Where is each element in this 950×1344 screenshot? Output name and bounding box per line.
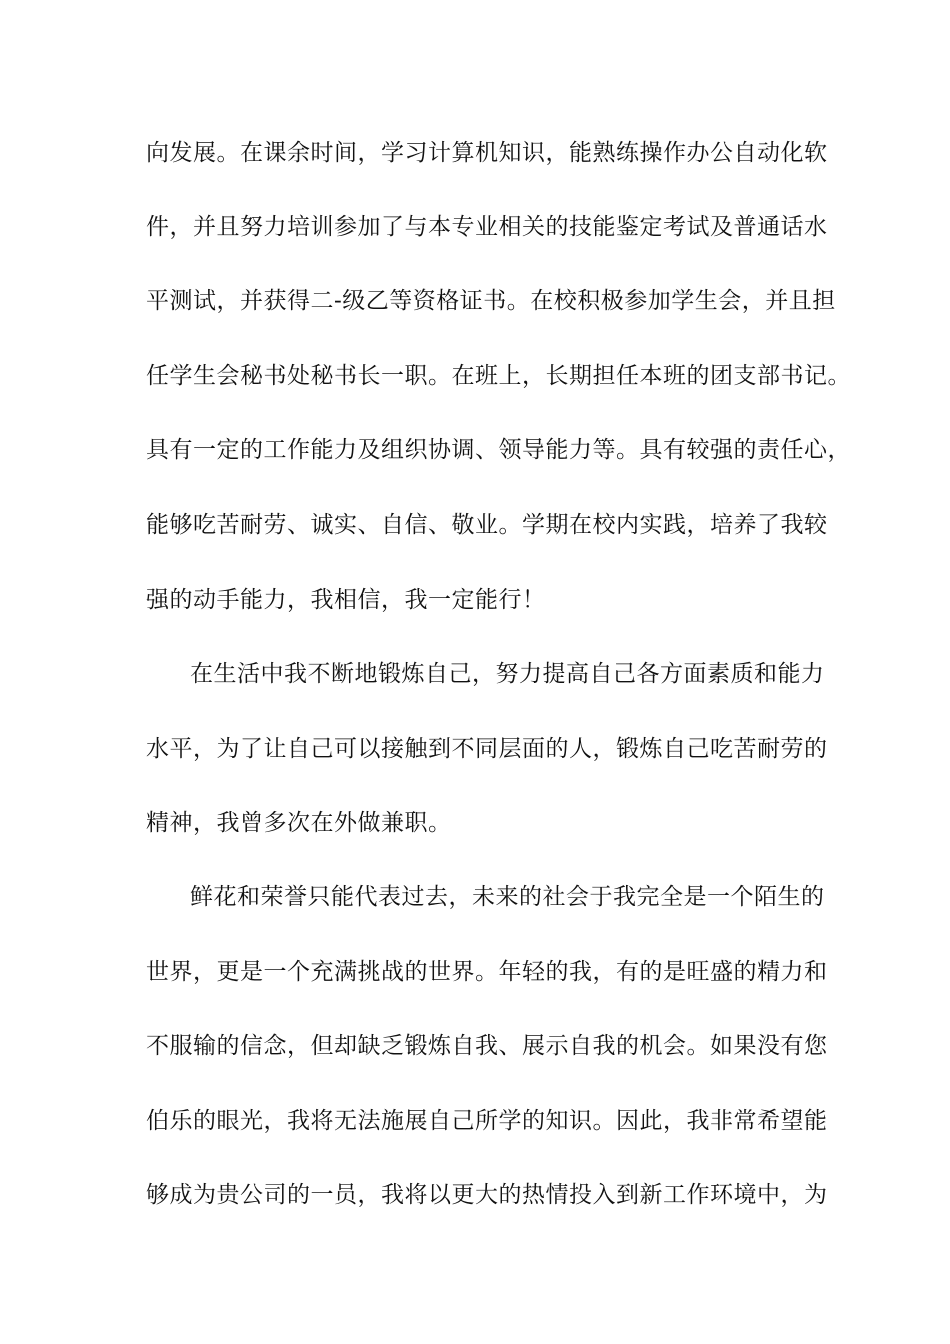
text-line: 伯乐的眼光，我将无法施展自己所学的知识。因此，我非常希望能	[146, 1108, 828, 1134]
text-line: 够成为贵公司的一员，我将以更大的热情投入到新工作环境中，为	[146, 1182, 828, 1208]
text-line: 强的动手能力，我相信，我一定能行！	[146, 587, 546, 613]
text-line: 具有一定的工作能力及组织协调、领导能力等。具有较强的责任心，	[146, 437, 851, 463]
text-line: 能够吃苦耐劳、诚实、自信、敬业。学期在校内实践，培养了我较	[146, 512, 828, 538]
text-line: 不服输的信念，但却缺乏锻炼自我、展示自我的机会。如果没有您	[146, 1033, 828, 1059]
paragraph-first-line: 在生活中我不断地锻炼自己，努力提高自己各方面素质和能力	[190, 661, 825, 687]
text-line: 平测试，并获得二-级乙等资格证书。在校积极参加学生会，并且担	[146, 288, 836, 314]
text-line: 件，并且努力培训参加了与本专业相关的技能鉴定考试及普通话水	[146, 214, 828, 240]
text-line: 任学生会秘书处秘书长一职。在班上，长期担任本班的团支部书记。	[146, 363, 851, 389]
text-line: 向发展。在课余时间，学习计算机知识，能熟练操作办公自动化软	[146, 140, 828, 166]
text-line: 水平，为了让自己可以接触到不同层面的人，锻炼自己吃苦耐劳的	[146, 736, 828, 762]
paragraph-first-line: 鲜花和荣誉只能代表过去，未来的社会于我完全是一个陌生的	[190, 884, 825, 910]
text-line: 世界，更是一个充满挑战的世界。年轻的我，有的是旺盛的精力和	[146, 959, 828, 985]
text-line: 精神，我曾多次在外做兼职。	[146, 810, 452, 836]
